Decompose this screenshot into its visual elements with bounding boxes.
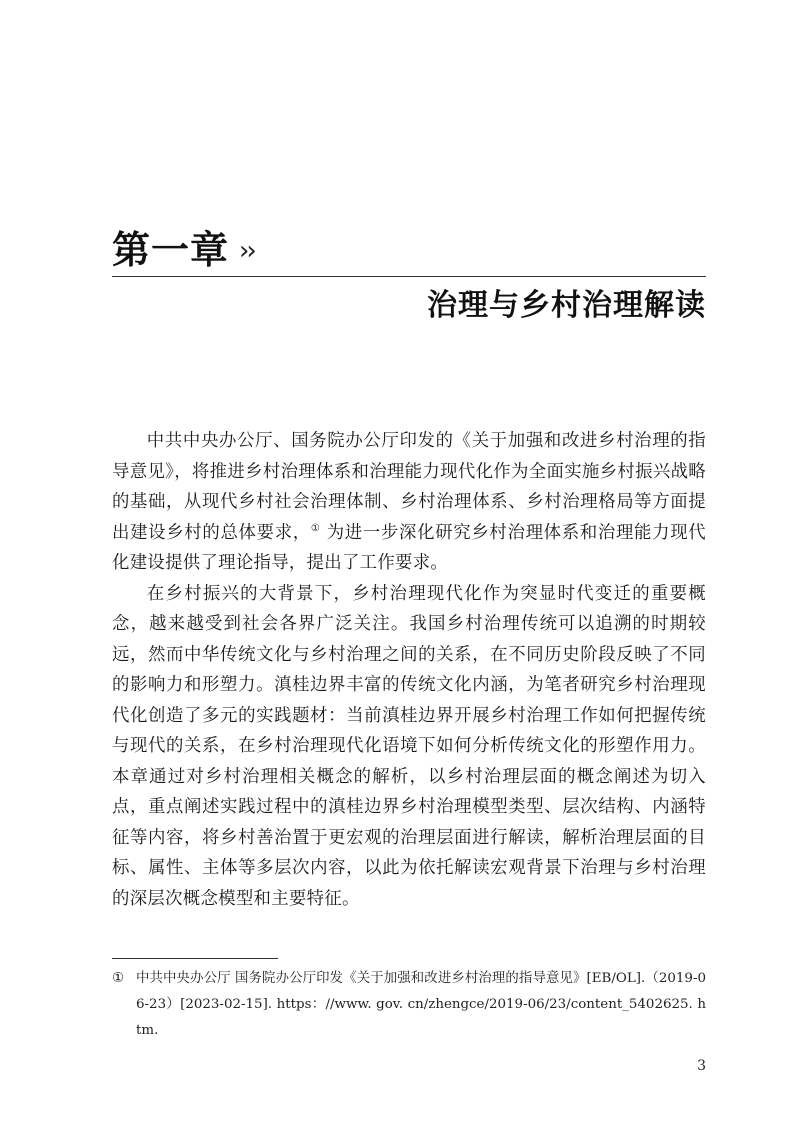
paragraph-1 [112,426,706,579]
footnote-reference[interactable]: ① [310,522,321,534]
chapter-title: 治理与乡村治理解读 [427,288,706,323]
paragraph-1-text-b: 为进一步深化研究乡村治理体系和治理能力现代化建设提供了理论指导，提出了工作要求。 [112,522,706,573]
footnote-divider [112,958,278,959]
body-text [112,426,706,914]
chapter-label: 第一章 [112,228,230,272]
paragraph-1-text-a: 中共中央办公厅、国务院办公厅印发的《关于加强和改进乡村治理的指导意见》，将推进乡村治理体系和治理能力现代化作为全面实施乡村振兴战略的基础，从现代乡村社会治理体制、乡村治理体系、乡村治理格局等方面提出建设乡村的总体要求， [112,431,706,543]
footnote-mark: ① [112,971,125,986]
footnote-text: 中共中央办公厅 国务院办公厅印发《关于加强和改进乡村治理的指导意见》[EB/OL].（2019-06-23）[2023-02-15]. https：//www. gov. cn/zhengce/2019-06/23/content_5402625. htm. [136,971,706,1038]
chevron-right-icon: ›› [239,236,254,266]
page-number: 3 [697,1058,706,1074]
chapter-heading [112,226,254,275]
chapter-divider [112,276,706,277]
paragraph-2: 在乡村振兴的大背景下，乡村治理现代化作为突显时代变迁的重要概念，越来越受到社会各界广泛关注。我国乡村治理传统可以追溯的时期较远，然而中华传统文化与乡村治理之间的关系，在不同历史阶段反映了不同的影响力和形塑力。滇桂边界丰富的传统文化内涵，为笔者研究乡村治理现代化创造了多元的实践题材：当前滇桂边界开展乡村治理工作如何把握传统与现代的关系，在乡村治理现代化语境下如何分析传统文化的形塑作用力。本章通过对乡村治理相关概念的解析，以乡村治理层面的概念阐述为切入点，重点阐述实践过程中的滇桂边界乡村治理模型类型、层次结构、内涵特征等内容，将乡村善治置于更宏观的治理层面进行解读，解析治理层面的目标、属性、主体等多层次内容，以此为依托解读宏观背景下治理与乡村治理的深层次概念模型和主要特征。 [112,583,706,909]
footnote [112,966,706,1044]
